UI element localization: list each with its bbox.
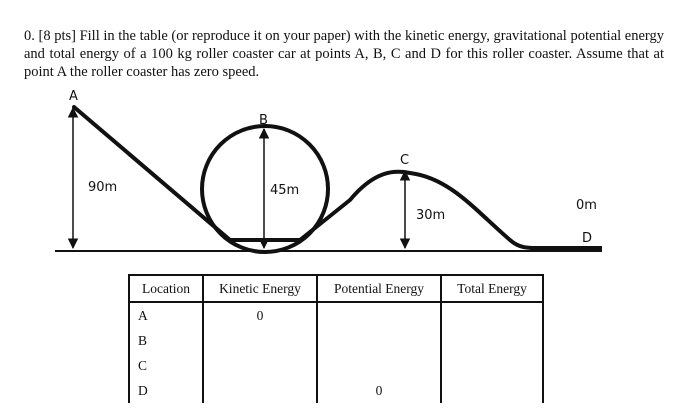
height-label-c: 30m [416,208,446,223]
energy-table [128,274,544,403]
cell-location: D [129,378,203,403]
coaster-track [74,107,600,248]
cell-location: B [129,328,203,353]
cell-potential [317,302,441,328]
cell-location: A [129,302,203,328]
cell-location: C [129,353,203,378]
point-label-c: C [400,153,410,168]
header-potential-energy: Potential Energy [317,275,441,302]
cell-potential: 0 [317,378,441,403]
cell-total [441,353,543,378]
coaster-loop [202,126,328,252]
cell-potential [317,328,441,353]
problem-statement: 0. [8 pts] Fill in the table (or reproduce it on your paper) with the kinetic energy, gravitational potential energy and total energy of a 100 kg roller coaster car at points A, B, C and D for this roller coaster. Assume that at point A the roller coaster has zero speed. [24,27,664,80]
point-label-b: B [259,113,268,128]
height-label-d: 0m [576,198,597,213]
header-total-energy: Total Energy [441,275,543,302]
cell-total [441,328,543,353]
cell-potential [317,353,441,378]
cell-total [441,302,543,328]
table-header-row [129,275,543,302]
height-label-a: 90m [88,180,118,195]
table-row [129,378,543,403]
header-kinetic-energy: Kinetic Energy [203,275,317,302]
table-row [129,353,543,378]
cell-kinetic: 0 [203,302,317,328]
height-label-b: 45m [270,183,300,198]
header-location: Location [129,275,203,302]
cell-kinetic [203,328,317,353]
point-label-d: D [582,231,593,246]
table-row [129,328,543,353]
table-row [129,302,543,328]
cell-total [441,378,543,403]
cell-kinetic [203,378,317,403]
cell-kinetic [203,353,317,378]
point-label-a: A [69,89,78,104]
